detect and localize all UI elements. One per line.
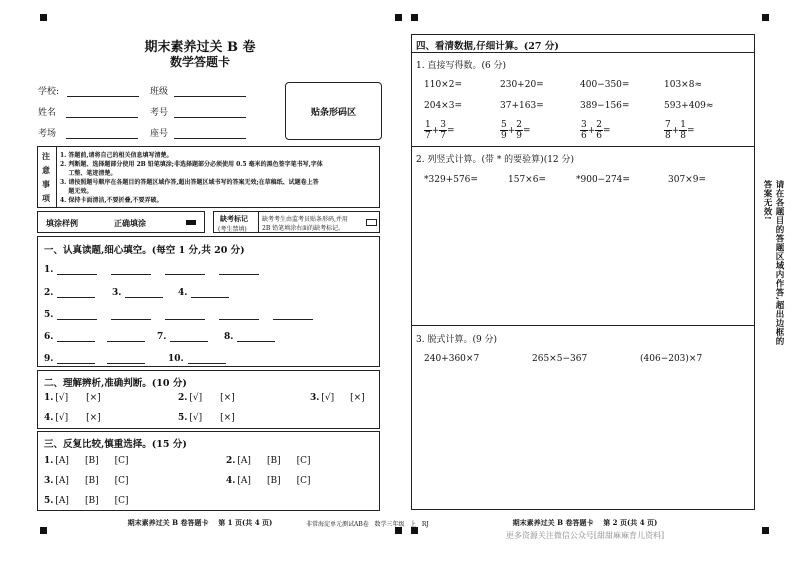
field-line[interactable] xyxy=(174,87,246,97)
calc-item[interactable]: 37+163= xyxy=(500,101,544,111)
vertical-calc-item[interactable]: *329+576= xyxy=(424,175,478,185)
option-a[interactable]: [A] xyxy=(55,496,69,506)
fraction-item[interactable]: $\frac{3}{6}$ + $\frac{2}{6}$ = xyxy=(581,120,611,141)
true-option[interactable]: [√] xyxy=(189,413,203,423)
calc-item[interactable]: 389−156= xyxy=(580,101,630,111)
calc-item[interactable]: 110×2= xyxy=(424,80,462,90)
watermark: 更多资源关注微信公众号[甜甜麻麻育儿资料] xyxy=(505,531,665,540)
option-b[interactable]: [B] xyxy=(266,456,281,466)
blank-row-4[interactable]: 4. xyxy=(178,288,229,298)
blank-row-9[interactable]: 9. xyxy=(44,354,145,364)
field-line[interactable] xyxy=(66,129,138,139)
calc-item[interactable]: 103×8≈ xyxy=(664,80,702,90)
option-b[interactable]: [B] xyxy=(266,476,281,486)
field-label: 考场 xyxy=(38,129,57,139)
option-a[interactable]: [A] xyxy=(55,476,69,486)
judge-item[interactable]: 5. [√] [×] xyxy=(178,413,235,423)
fill-example-label: 填涂样例 xyxy=(46,218,78,228)
notice-line: 1. 答题前,请将自己的相关信息填写清楚。 xyxy=(60,152,173,159)
option-c[interactable]: [C] xyxy=(114,496,129,506)
registration-mark xyxy=(395,14,402,21)
blank-row-5[interactable]: 5. xyxy=(44,310,313,320)
registration-mark xyxy=(40,527,47,534)
calc-item[interactable]: 400−350= xyxy=(580,80,630,90)
field-label: 班级 xyxy=(150,87,169,97)
choice-item[interactable]: 5. [A] [B] [C] xyxy=(44,496,129,506)
divider xyxy=(411,146,755,147)
notice-line: 2. 判断题、选择题部分使用 2B 铅笔填涂;非选择题部分必须使用 0.5 毫米的黑色签字笔书写,字体 xyxy=(60,161,323,168)
calc-item[interactable]: 204×3= xyxy=(424,101,462,111)
true-option[interactable]: [√] xyxy=(55,413,69,423)
option-b[interactable]: [B] xyxy=(84,456,99,466)
q2-title: 2. 列竖式计算。(带 * 的要验算)(12 分) xyxy=(416,155,575,165)
option-c[interactable]: [C] xyxy=(296,456,311,466)
section-1-box xyxy=(37,236,380,367)
stepwise-calc-item[interactable]: (406−203)×7 xyxy=(640,354,703,364)
barcode-label: 贴条形码区 xyxy=(310,108,356,118)
calc-item[interactable]: 593+409≈ xyxy=(664,101,714,111)
vertical-calc-item[interactable]: 307×9= xyxy=(668,175,706,185)
absent-note: 缺考考生由监考员贴条形码,并用 xyxy=(262,216,348,223)
judge-item[interactable]: 4. [√] [×] xyxy=(44,413,101,423)
stepwise-calc-item[interactable]: 240+360×7 xyxy=(424,354,480,364)
true-option[interactable]: [√] xyxy=(189,393,203,403)
notice-line: 4. 保持卡面清洁,不要折叠,不要弄破。 xyxy=(60,197,163,204)
option-a[interactable]: [A] xyxy=(55,456,69,466)
page-footer: 期末素养过关 B 卷答题卡 第 1 页(共 4 页) xyxy=(127,518,273,527)
true-option[interactable]: [√] xyxy=(55,393,69,403)
field-school[interactable] xyxy=(38,84,139,97)
field-line[interactable] xyxy=(174,129,246,139)
q3-title: 3. 脱式计算。(9 分) xyxy=(416,335,498,345)
section-2-title: 二、理解辨析,准确判断。(10 分) xyxy=(44,378,187,389)
fraction-item[interactable]: $\frac{5}{9}$ + $\frac{2}{9}$ = xyxy=(501,120,531,141)
page-footer: 期末素养过关 B 卷答题卡 第 2 页(共 4 页) xyxy=(512,518,658,527)
vertical-calc-item[interactable]: 157×6= xyxy=(508,175,546,185)
notice-line: 工整、笔迹清楚。 xyxy=(60,170,117,177)
blank-row-7[interactable]: 7. xyxy=(157,332,208,342)
fill-example-box xyxy=(37,211,205,233)
fraction-item[interactable]: $\frac{7}{8}$ + $\frac{1}{8}$ = xyxy=(665,120,695,141)
registration-mark xyxy=(762,14,769,21)
option-c[interactable]: [C] xyxy=(296,476,311,486)
field-seat-number[interactable] xyxy=(150,126,246,139)
section-3-title: 三、反复比较,慎重选择。(15 分) xyxy=(44,439,187,450)
vertical-calc-item[interactable]: *900−274= xyxy=(576,175,630,185)
divider xyxy=(258,212,259,232)
section-1-title: 一、认真读题,细心填空。(每空 1 分,共 20 分) xyxy=(44,245,245,256)
absent-sub: (考生禁填) xyxy=(218,226,247,233)
option-b[interactable]: [B] xyxy=(84,496,99,506)
false-option[interactable]: [×] xyxy=(350,393,365,403)
option-b[interactable]: [B] xyxy=(84,476,99,486)
notice-line: 题无效。 xyxy=(60,188,93,195)
false-option[interactable]: [×] xyxy=(220,413,235,423)
registration-mark xyxy=(40,14,47,21)
option-c[interactable]: [C] xyxy=(114,456,129,466)
field-label: 考号 xyxy=(150,108,169,118)
notice-line: 3. 请按照题号顺序在各题目的答题区域作答,超出答题区域书写的答案无效;在草稿纸、试题卷上答 xyxy=(60,179,319,186)
barcode-area[interactable] xyxy=(285,82,382,140)
notice-box xyxy=(37,146,380,208)
field-line[interactable] xyxy=(174,108,246,118)
field-exam-number[interactable] xyxy=(150,105,246,118)
absent-checkbox[interactable] xyxy=(366,219,377,226)
page-subtitle: 数学答题卡 xyxy=(169,55,230,69)
judge-item[interactable]: 3. [√] [×] xyxy=(310,393,365,403)
field-name[interactable] xyxy=(38,105,138,118)
choice-item[interactable]: 4. [A] [B] [C] xyxy=(226,476,311,486)
calc-item[interactable]: 230+20= xyxy=(500,80,544,90)
q1-title: 1. 直接写得数。(6 分) xyxy=(416,61,507,71)
false-option[interactable]: [×] xyxy=(86,393,101,403)
false-option[interactable]: [×] xyxy=(86,413,101,423)
absent-label: 缺考标记 xyxy=(220,214,248,223)
field-exam-room[interactable] xyxy=(38,126,138,139)
fraction-item[interactable]: $\frac{1}{7}$ + $\frac{3}{7}$ = xyxy=(425,120,455,141)
page-title: 期末素养过关 B 卷 xyxy=(144,40,256,55)
blank-row-10[interactable]: 10. xyxy=(168,354,226,364)
blank-row-1[interactable]: 1. xyxy=(44,265,259,275)
judge-item[interactable]: 1. [√] [×] xyxy=(44,393,101,403)
blank-row-2[interactable]: 2. xyxy=(44,288,95,298)
blank-row-6[interactable]: 6. xyxy=(44,332,145,342)
field-label: 座号 xyxy=(150,129,169,139)
choice-item[interactable]: 3. [A] [B] [C] xyxy=(44,476,129,486)
field-line[interactable] xyxy=(66,108,138,118)
field-label: 学校: xyxy=(38,87,60,97)
option-a[interactable]: [A] xyxy=(237,456,251,466)
option-c[interactable]: [C] xyxy=(114,476,129,486)
field-line[interactable] xyxy=(67,87,139,97)
divider xyxy=(411,52,755,53)
blank-row-3[interactable]: 3. xyxy=(112,288,163,298)
choice-item[interactable]: 1. [A] [B] [C] xyxy=(44,456,129,466)
blank-row-8[interactable]: 8. xyxy=(224,332,275,342)
registration-mark xyxy=(411,14,418,21)
field-class[interactable] xyxy=(150,84,246,97)
absent-note: 2B 铅笔填涂右面的缺考标记。 xyxy=(262,225,345,232)
filled-mark-icon xyxy=(186,220,196,225)
stepwise-calc-item[interactable]: 265×5−367 xyxy=(532,354,588,364)
series-footer: 非常海淀单元测试AB卷 数学三年级 上 RJ xyxy=(306,521,429,528)
judge-item[interactable]: 2. [√] [×] xyxy=(178,393,235,403)
notice-heading: 注 意 事 项 xyxy=(38,147,57,207)
true-option[interactable]: [√] xyxy=(321,393,335,403)
choice-item[interactable]: 2. [A] [B] [C] xyxy=(226,456,311,466)
section-4-title: 四、看清数据,仔细计算。(27 分) xyxy=(416,41,559,52)
field-label: 姓名 xyxy=(38,108,57,118)
absent-mark-box xyxy=(213,211,380,233)
fill-correct-label: 正确填涂 xyxy=(114,218,146,228)
divider xyxy=(411,325,755,326)
option-a[interactable]: [A] xyxy=(237,476,251,486)
side-note: 请在各题目的答题区域内作答,超出边框的答案无效! xyxy=(762,180,784,346)
false-option[interactable]: [×] xyxy=(220,393,235,403)
